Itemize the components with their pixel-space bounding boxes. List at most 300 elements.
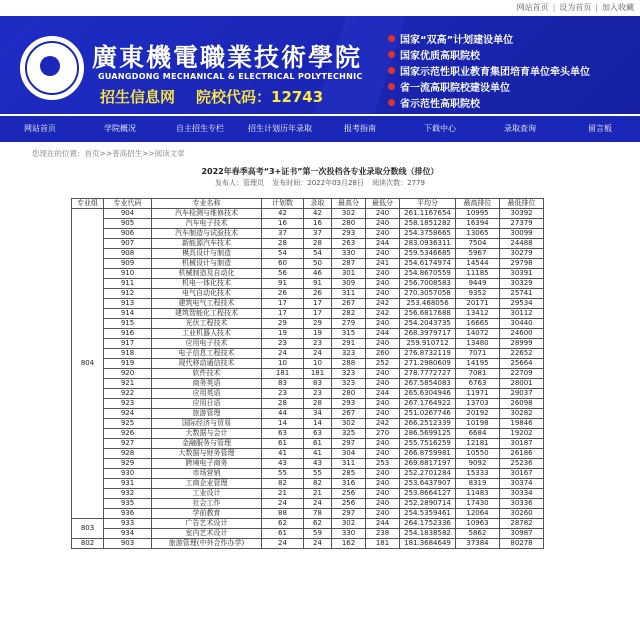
table-cell: 55 — [262, 469, 304, 479]
table-row — [72, 379, 544, 389]
table-row — [72, 229, 544, 239]
table-cell: 925 — [104, 419, 152, 429]
table-cell: 922 — [104, 389, 152, 399]
table-cell: 13412 — [456, 309, 500, 319]
group-cell: 802 — [72, 539, 104, 549]
table-cell: 28 — [304, 399, 332, 409]
table-cell: 61 — [262, 439, 304, 449]
table-cell: 238 — [366, 529, 400, 539]
table-cell: 10198 — [456, 419, 500, 429]
table-cell: 17 — [262, 299, 304, 309]
table-cell: 252.2701284 — [400, 469, 456, 479]
table-cell: 25664 — [500, 359, 544, 369]
table-header-row — [72, 199, 544, 209]
table-cell: 920 — [104, 369, 152, 379]
table-cell: 16 — [304, 219, 332, 229]
table-cell: 301 — [332, 269, 366, 279]
table-cell: 27379 — [500, 219, 544, 229]
table-cell: 30099 — [500, 229, 544, 239]
table-cell: 13703 — [456, 399, 500, 409]
table-cell: 54 — [262, 249, 304, 259]
table-cell: 20171 — [456, 299, 500, 309]
table-cell: 56 — [262, 269, 304, 279]
table-cell: 15333 — [456, 469, 500, 479]
table-cell: 259.910712 — [400, 339, 456, 349]
table-cell: 323 — [332, 349, 366, 359]
article-date: 发布时间：2022年03月28日 — [272, 179, 364, 187]
table-cell: 金融服务与管理 — [152, 439, 262, 449]
table-cell: 机械制造及自动化 — [152, 269, 262, 279]
table-cell: 254.3758665 — [400, 229, 456, 239]
table-cell: 30282 — [500, 409, 544, 419]
table-cell: 10550 — [456, 449, 500, 459]
table-cell: 252 — [366, 359, 400, 369]
table-cell: 大数据与财务管理 — [152, 449, 262, 459]
table-cell: 应用日语 — [152, 399, 262, 409]
table-row — [72, 249, 544, 259]
table-cell: 297 — [332, 439, 366, 449]
table-cell: 19 — [304, 329, 332, 339]
table-cell: 37384 — [456, 539, 500, 549]
table-cell: 41 — [304, 449, 332, 459]
table-cell: 29037 — [500, 389, 544, 399]
table-cell: 14072 — [456, 329, 500, 339]
nav-self-enroll[interactable]: 自主招生专栏 — [176, 124, 224, 133]
table-cell: 14195 — [456, 359, 500, 369]
recruit-label: 招生信息网 — [100, 88, 176, 106]
table-cell: 903 — [104, 539, 152, 549]
table-cell: 242 — [366, 309, 400, 319]
breadcrumb: 您现在的位置：首页>>普高招生>>阅读文章 — [32, 149, 185, 158]
table-cell: 14544 — [456, 259, 500, 269]
table-cell: 267.5854083 — [400, 379, 456, 389]
table-cell: 269.8817197 — [400, 459, 456, 469]
honor-item: 国家示范性职业教育集团培育单位牵头单位 — [388, 62, 590, 78]
nav-guide[interactable]: 报考指南 — [344, 124, 376, 133]
table-cell: 电子信息工程技术 — [152, 349, 262, 359]
table-cell: 259.5346685 — [400, 249, 456, 259]
table-cell: 工商企业管理 — [152, 479, 262, 489]
table-cell: 265.6304946 — [400, 389, 456, 399]
table-cell: 253.8664127 — [400, 489, 456, 499]
table-cell: 30391 — [500, 269, 544, 279]
table-cell: 61 — [262, 529, 304, 539]
table-cell: 911 — [104, 279, 152, 289]
table-cell: 267 — [332, 409, 366, 419]
table-cell: 267.1764922 — [400, 399, 456, 409]
table-cell: 258.1851282 — [400, 219, 456, 229]
table-cell: 建筑智能化工程技术 — [152, 309, 262, 319]
nav-plan-history[interactable]: 招生计划历年录取 — [248, 124, 312, 133]
table-cell: 323 — [332, 379, 366, 389]
table-cell: 311 — [332, 459, 366, 469]
table-cell: 应用电子技术 — [152, 339, 262, 349]
table-cell: 302 — [332, 419, 366, 429]
table-cell: 5862 — [456, 529, 500, 539]
table-cell: 930 — [104, 469, 152, 479]
table-cell: 学前教育 — [152, 509, 262, 519]
nav-about[interactable]: 学院概况 — [104, 124, 136, 133]
table-cell: 63 — [262, 429, 304, 439]
school-logo-icon[interactable] — [20, 36, 84, 100]
table-cell: 25741 — [500, 289, 544, 299]
table-cell: 17430 — [456, 499, 500, 509]
table-row — [72, 279, 544, 289]
table-cell: 26 — [262, 289, 304, 299]
table-cell: 30112 — [500, 309, 544, 319]
table-row — [72, 519, 544, 529]
table-cell: 10995 — [456, 209, 500, 219]
table-cell: 279 — [332, 319, 366, 329]
table-cell: 7081 — [456, 369, 500, 379]
table-cell: 24 — [262, 499, 304, 509]
table-cell: 253.468056 — [400, 299, 456, 309]
table-cell: 240 — [366, 269, 400, 279]
table-cell: 24 — [262, 539, 304, 549]
bullet-icon — [388, 99, 395, 106]
table-cell: 256.7008583 — [400, 279, 456, 289]
table-cell: 11971 — [456, 389, 500, 399]
home-link[interactable]: 网站首页 — [516, 3, 549, 12]
table-cell: 908 — [104, 249, 152, 259]
add-favorite-link[interactable]: 加入收藏 — [602, 3, 634, 12]
table-cell: 915 — [104, 319, 152, 329]
table-cell: 297 — [332, 509, 366, 519]
top-bar — [0, 0, 640, 16]
table-cell: 252.2890714 — [400, 499, 456, 509]
table-cell: 30260 — [500, 509, 544, 519]
table-cell: 17 — [304, 299, 332, 309]
column-header: 最低分 — [366, 199, 400, 209]
table-cell: 82 — [304, 479, 332, 489]
table-cell: 253.6437907 — [400, 479, 456, 489]
honor-item: 国家优质高职院校 — [388, 46, 590, 62]
table-cell: 59 — [304, 529, 332, 539]
table-cell: 240 — [366, 399, 400, 409]
table-cell: 293 — [332, 399, 366, 409]
table-cell: 241 — [366, 259, 400, 269]
table-row — [72, 359, 544, 369]
table-cell: 271.2980609 — [400, 359, 456, 369]
table-row — [72, 219, 544, 229]
table-cell: 311 — [332, 289, 366, 299]
table-cell: 287 — [332, 259, 366, 269]
table-cell: 291 — [332, 339, 366, 349]
table-cell: 28 — [262, 399, 304, 409]
table-cell: 267 — [332, 299, 366, 309]
table-cell: 260 — [366, 349, 400, 359]
column-header: 平均分 — [400, 199, 456, 209]
table-cell: 工业机器人技术 — [152, 329, 262, 339]
nav-admission-query[interactable]: 录取查询 — [504, 124, 536, 133]
table-cell: 254.2043735 — [400, 319, 456, 329]
table-cell: 新能源汽车技术 — [152, 239, 262, 249]
table-cell: 240 — [366, 449, 400, 459]
nav-downloads[interactable]: 下载中心 — [424, 124, 456, 133]
table-row — [72, 399, 544, 409]
table-cell: 181 — [304, 369, 332, 379]
table-cell: 932 — [104, 489, 152, 499]
table-cell: 240 — [366, 339, 400, 349]
table-cell: 240 — [366, 369, 400, 379]
table-row — [72, 429, 544, 439]
table-cell: 253 — [366, 459, 400, 469]
table-cell: 12181 — [456, 439, 500, 449]
table-cell: 25236 — [500, 459, 544, 469]
table-cell: 10 — [304, 359, 332, 369]
table-cell: 光伏工程技术 — [152, 319, 262, 329]
table-cell: 286.5699125 — [400, 429, 456, 439]
table-cell: 28 — [262, 239, 304, 249]
table-cell: 268.3979717 — [400, 329, 456, 339]
table-cell: 机械设计与制造 — [152, 259, 262, 269]
table-cell: 181.3684649 — [400, 539, 456, 549]
table-cell: 30334 — [500, 489, 544, 499]
nav-message-board[interactable]: 留言板 — [588, 124, 612, 133]
table-cell: 11483 — [456, 489, 500, 499]
column-header: 最高排位 — [456, 199, 500, 209]
table-cell: 923 — [104, 399, 152, 409]
table-cell: 44 — [262, 409, 304, 419]
table-cell: 242 — [366, 299, 400, 309]
column-header: 专业名称 — [152, 199, 262, 209]
table-cell: 270 — [366, 429, 400, 439]
table-cell: 254.6174974 — [400, 259, 456, 269]
table-cell: 82 — [262, 479, 304, 489]
table-cell: 14 — [304, 419, 332, 429]
table-row — [72, 339, 544, 349]
table-cell: 9449 — [456, 279, 500, 289]
table-cell: 30440 — [500, 319, 544, 329]
bullet-icon — [388, 67, 395, 74]
table-cell: 市场营销 — [152, 469, 262, 479]
table-cell: 927 — [104, 439, 152, 449]
table-cell: 302 — [332, 209, 366, 219]
honors-list — [388, 30, 590, 110]
table-cell: 924 — [104, 409, 152, 419]
table-cell: 255.7516259 — [400, 439, 456, 449]
table-row — [72, 409, 544, 419]
table-row — [72, 439, 544, 449]
table-cell: 17 — [304, 309, 332, 319]
table-cell: 8319 — [456, 479, 500, 489]
table-cell: 933 — [104, 519, 152, 529]
article-meta — [0, 178, 640, 189]
table-cell: 10 — [262, 359, 304, 369]
table-cell: 7504 — [456, 239, 500, 249]
table-cell: 30329 — [500, 279, 544, 289]
table-cell: 921 — [104, 379, 152, 389]
table-cell: 社会工作 — [152, 499, 262, 509]
table-cell: 280 — [332, 389, 366, 399]
table-cell: 906 — [104, 229, 152, 239]
table-cell: 914 — [104, 309, 152, 319]
honor-item: 省示范性高职院校 — [388, 94, 590, 110]
column-header: 专业组 — [72, 199, 104, 209]
table-cell: 244 — [366, 519, 400, 529]
table-cell: 240 — [366, 219, 400, 229]
table-cell: 23 — [304, 389, 332, 399]
table-cell: 244 — [366, 389, 400, 399]
table-row — [72, 499, 544, 509]
table-cell: 16665 — [456, 319, 500, 329]
table-cell: 7071 — [456, 349, 500, 359]
table-cell: 931 — [104, 479, 152, 489]
table-cell: 240 — [366, 499, 400, 509]
table-cell: 256 — [332, 499, 366, 509]
table-cell: 909 — [104, 259, 152, 269]
table-row — [72, 389, 544, 399]
nav-home[interactable]: 网站首页 — [24, 124, 56, 133]
table-cell: 30167 — [500, 469, 544, 479]
table-cell: 80278 — [500, 539, 544, 549]
table-cell: 20192 — [456, 409, 500, 419]
table-cell: 机电一体化技术 — [152, 279, 262, 289]
table-cell: 28782 — [500, 519, 544, 529]
table-cell: 26 — [304, 289, 332, 299]
table-cell: 285 — [332, 469, 366, 479]
table-cell: 旅游管理 — [152, 409, 262, 419]
table-cell: 904 — [104, 209, 152, 219]
school-name-cn: 廣東機電職業技術學院 — [92, 43, 363, 72]
table-cell: 181 — [366, 539, 400, 549]
table-cell: 37 — [262, 229, 304, 239]
table-cell: 254.8670559 — [400, 269, 456, 279]
table-row — [72, 459, 544, 469]
bullet-icon — [388, 35, 395, 42]
table-cell: 905 — [104, 219, 152, 229]
table-cell: 13480 — [456, 339, 500, 349]
honor-item: 省一流高职院校建设单位 — [388, 78, 590, 94]
table-cell: 30987 — [500, 529, 544, 539]
table-cell: 266.2512339 — [400, 419, 456, 429]
table-row — [72, 369, 544, 379]
table-cell: 室内艺术设计 — [152, 529, 262, 539]
table-cell: 91 — [304, 279, 332, 289]
table-cell: 181 — [262, 369, 304, 379]
table-cell: 88 — [262, 509, 304, 519]
table-cell: 309 — [332, 279, 366, 289]
table-cell: 907 — [104, 239, 152, 249]
table-cell: 23 — [262, 339, 304, 349]
table-cell: 30187 — [500, 439, 544, 449]
table-cell: 19 — [262, 329, 304, 339]
group-cell: 804 — [72, 209, 104, 519]
top-links: 网站首页 | 设为首页 | 加入收藏 — [516, 3, 634, 12]
table-cell: 14 — [262, 419, 304, 429]
table-cell: 325 — [332, 429, 366, 439]
table-cell: 929 — [104, 459, 152, 469]
table-cell: 934 — [104, 529, 152, 539]
table-cell: 11185 — [456, 269, 500, 279]
column-header: 录取 — [304, 199, 332, 209]
table-cell: 330 — [332, 529, 366, 539]
table-cell: 912 — [104, 289, 152, 299]
table-cell: 30374 — [500, 479, 544, 489]
header-banner — [0, 16, 640, 114]
table-cell: 288 — [332, 359, 366, 369]
table-cell: 28 — [304, 239, 332, 249]
school-code: 院校代码：12743 — [196, 88, 324, 106]
table-cell: 28001 — [500, 379, 544, 389]
table-cell: 266.8759981 — [400, 449, 456, 459]
set-homepage-link[interactable]: 设为首页 — [559, 3, 592, 12]
table-row — [72, 309, 544, 319]
table-cell: 24 — [304, 499, 332, 509]
table-cell: 935 — [104, 499, 152, 509]
table-cell: 78 — [304, 509, 332, 519]
table-cell: 928 — [104, 449, 152, 459]
table-cell: 936 — [104, 509, 152, 519]
bullet-icon — [388, 51, 395, 58]
score-table — [71, 198, 544, 549]
table-cell: 270.3057058 — [400, 289, 456, 299]
table-cell: 22652 — [500, 349, 544, 359]
table-cell: 330 — [332, 249, 366, 259]
bullet-icon — [388, 83, 395, 90]
table-cell: 83 — [262, 379, 304, 389]
table-cell: 910 — [104, 269, 152, 279]
table-cell: 240 — [366, 289, 400, 299]
table-row — [72, 259, 544, 269]
table-row — [72, 449, 544, 459]
table-cell: 263 — [332, 239, 366, 249]
table-cell: 242 — [366, 419, 400, 429]
table-cell: 工业设计 — [152, 489, 262, 499]
table-cell: 276.8732119 — [400, 349, 456, 359]
table-cell: 30279 — [500, 249, 544, 259]
table-cell: 42 — [262, 209, 304, 219]
table-cell: 汽车检测与维修技术 — [152, 209, 262, 219]
group-cell: 803 — [72, 519, 104, 539]
table-cell: 61 — [304, 439, 332, 449]
table-cell: 软件技术 — [152, 369, 262, 379]
article-views: 阅读次数：2779 — [372, 179, 425, 187]
table-row — [72, 419, 544, 429]
table-cell: 62 — [304, 519, 332, 529]
table-cell: 240 — [366, 489, 400, 499]
table-cell: 256.6817688 — [400, 309, 456, 319]
table-cell: 244 — [366, 329, 400, 339]
table-cell: 315 — [332, 329, 366, 339]
table-row — [72, 489, 544, 499]
table-cell: 240 — [366, 279, 400, 289]
table-cell: 50 — [304, 259, 332, 269]
article-title: 2022年春季高考“3+证书”第一次投档各专业录取分数线（排位） — [201, 167, 439, 176]
table-cell: 9092 — [456, 459, 500, 469]
honor-item: 国家“双高”计划建设单位 — [388, 30, 590, 46]
table-row — [72, 509, 544, 519]
table-cell: 26098 — [500, 399, 544, 409]
table-row — [72, 529, 544, 539]
table-row — [72, 329, 544, 339]
table-cell: 278.7772727 — [400, 369, 456, 379]
table-cell: 10963 — [456, 519, 500, 529]
table-cell: 电气自动化技术 — [152, 289, 262, 299]
table-row — [72, 239, 544, 249]
table-cell: 国际经济与贸易 — [152, 419, 262, 429]
table-cell: 29798 — [500, 259, 544, 269]
table-cell: 17 — [262, 309, 304, 319]
table-cell: 302 — [332, 519, 366, 529]
table-cell: 282 — [332, 309, 366, 319]
table-cell: 316 — [332, 479, 366, 489]
table-row — [72, 289, 544, 299]
table-cell: 304 — [332, 449, 366, 459]
table-cell: 240 — [366, 479, 400, 489]
table-cell: 12064 — [456, 509, 500, 519]
table-cell: 913 — [104, 299, 152, 309]
